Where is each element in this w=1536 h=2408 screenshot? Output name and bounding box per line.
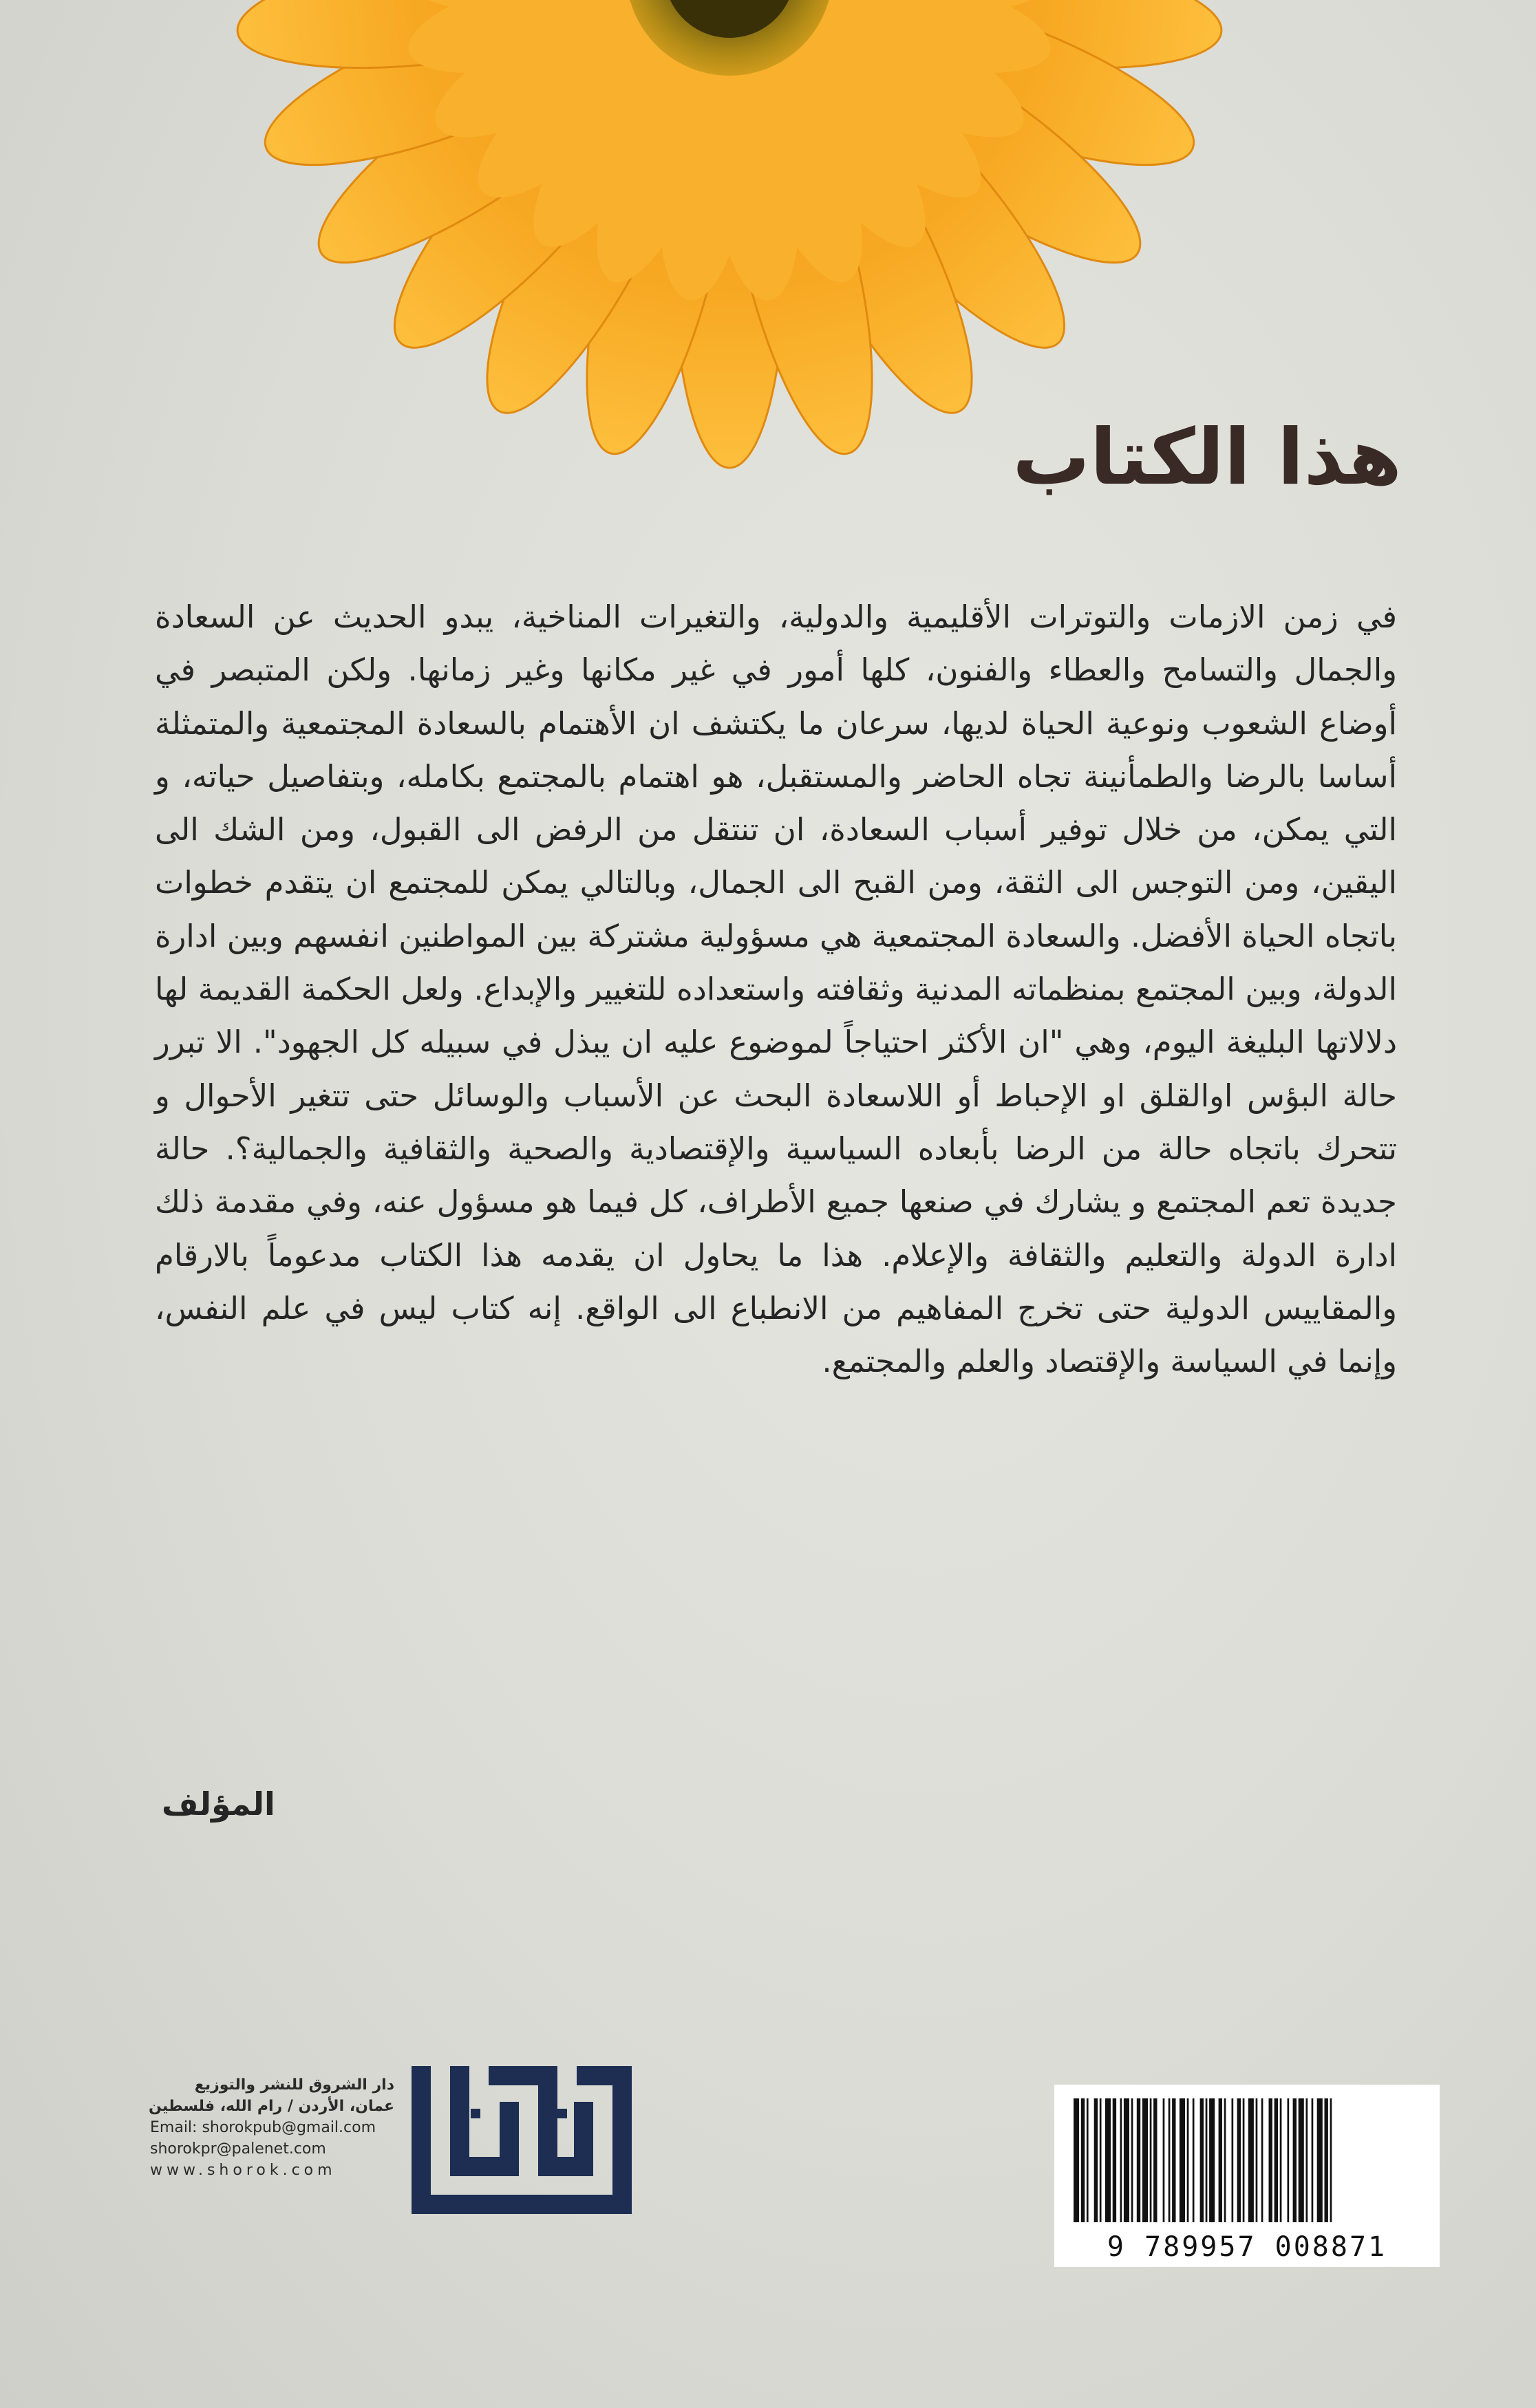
barcode-bar (1105, 2098, 1111, 2222)
barcode-bar (1330, 2098, 1332, 2222)
barcode-bar (1224, 2098, 1226, 2222)
barcode-bar (1288, 2098, 1290, 2222)
barcode-bar (1243, 2098, 1245, 2222)
barcode-bar (1293, 2098, 1297, 2222)
publisher-name: دار الشروق للنشر والتوزيع (194, 2076, 394, 2094)
barcode-bar (1256, 2098, 1258, 2222)
barcode-bar (1261, 2098, 1263, 2222)
shorouk-logo (405, 2061, 639, 2219)
publisher-website: www.shorok.com (150, 2162, 337, 2179)
barcode-bar (1180, 2098, 1185, 2222)
barcode-bar (1087, 2098, 1089, 2222)
publisher-email-secondary: shorokpr@palenet.com (150, 2140, 326, 2158)
publisher-locations: عمان، الأردن / رام الله، فلسطين (149, 2098, 394, 2115)
isbn-number: 9 789957 008871 (1107, 2231, 1387, 2263)
barcode-bar (1113, 2098, 1116, 2222)
barcode-bar (1200, 2098, 1204, 2222)
barcode-bar (1124, 2098, 1129, 2222)
barcode-bar (1163, 2098, 1165, 2222)
book-description: في زمن الازمات والتوترات الأقليمية والدولية، والتغيرات المناخية، يبدو الحديث عن السعادة والجمال والتسامح والعطاء والفنون، كلها أمور في غير مكانها وغير زمانها. ولكن المتبصر في أوضاع الشعوب ونوعية الحياة لديها، سرعان ما يكتشف ان الأهتمام بالسعادة المجتمعية والمتمثلة أساسا بالرضا والطمأنينة تجاه الحاضر والمستقبل، هو اهتمام بالمجتمع بكامله، وبتفاصيل حياته، و التي يمكن، من خلال توفير أسباب السعادة، ان تنتقل من الرفض الى القبول، ومن الشك الى اليقين، ومن التوجس الى الثقة، ومن القبح الى الجمال، وبالتالي يمكن للمجتمع ان يتقدم خطوات باتجاه الحياة الأفضل. والسعادة المجتمعية هي مسؤولية مشتركة بين المواطنين انفسهم وبين ادارة الدولة، وبين المجتمع بمنظماته المدنية وثقافته واستعداده للتغيير والإبداع. ولعل الحكمة القديمة لها دلالاتها البليغة اليوم، وهي "ان الأكثر احتياجاً لموضوع عليه ان يبذل في سبيله كل الجهود". الا تبرر حالة البؤس اوالقلق او الإحباط أو اللاسعادة البحث عن الأسباب والوسائل حتى تتغير الأحوال و تتحرك باتجاه حالة من الرضا بأبعاده السياسية والإقتصادية والصحية والثقافية والجمالية؟. حالة جديدة تعم المجتمع و يشارك في صنعها جميع الأطراف، كل فيما هو مسؤول عنه، وفي مقدمة ذلك ادارة الدولة والتعليم والثقافة والإعلام. هذا ما يحاول ان يقدمه هذا الكتاب مدعوماً بالارقام والمقاييس الدولية حتى تخرج المفاهيم من الانطباع الى الواقع. إنه كتاب ليس في علم النفس، وإنما في السياسة والإقتصاد والعلم والمجتمع. (155, 599, 1397, 1380)
barcode-bar (1269, 2098, 1272, 2222)
barcode-bar (1306, 2098, 1308, 2222)
barcode-bar (1150, 2098, 1152, 2222)
barcode-bar (1137, 2098, 1140, 2222)
barcode-bar (1120, 2098, 1122, 2222)
barcode-bar (1206, 2098, 1208, 2222)
barcode-bar (1248, 2098, 1254, 2222)
barcode-bar (1142, 2098, 1148, 2222)
barcode-bar (1081, 2098, 1085, 2222)
barcode-bar (1237, 2098, 1241, 2222)
barcode-bar (1280, 2098, 1282, 2222)
barcode-bar (1274, 2098, 1278, 2222)
barcode-bars (1069, 2098, 1425, 2222)
publisher-email: Email: shorokpub@gmail.com (150, 2119, 376, 2136)
barcode-bar (1312, 2098, 1314, 2222)
isbn-barcode (1054, 2085, 1440, 2267)
barcode-bar (1232, 2098, 1234, 2222)
barcode-bar (1299, 2098, 1304, 2222)
barcode-bar (1074, 2098, 1079, 2222)
publisher-block (150, 2061, 646, 2219)
barcode-bar (1172, 2098, 1175, 2222)
barcode-bar (1153, 2098, 1157, 2222)
barcode-bar (1131, 2098, 1133, 2222)
barcode-bar (1100, 2098, 1102, 2222)
barcode-bar (1169, 2098, 1171, 2222)
barcode-bar (1187, 2098, 1189, 2222)
barcode-bar (1193, 2098, 1195, 2222)
barcode-bar (1317, 2098, 1323, 2222)
barcode-bar (1325, 2098, 1328, 2222)
publisher-info (150, 2074, 394, 2181)
barcode-bar (1219, 2098, 1222, 2222)
barcode-bar (1094, 2098, 1098, 2222)
page-title: هذا الكتاب (1012, 413, 1402, 502)
barcode-bar (1209, 2098, 1215, 2222)
author-label: المؤلف (162, 1785, 275, 1823)
